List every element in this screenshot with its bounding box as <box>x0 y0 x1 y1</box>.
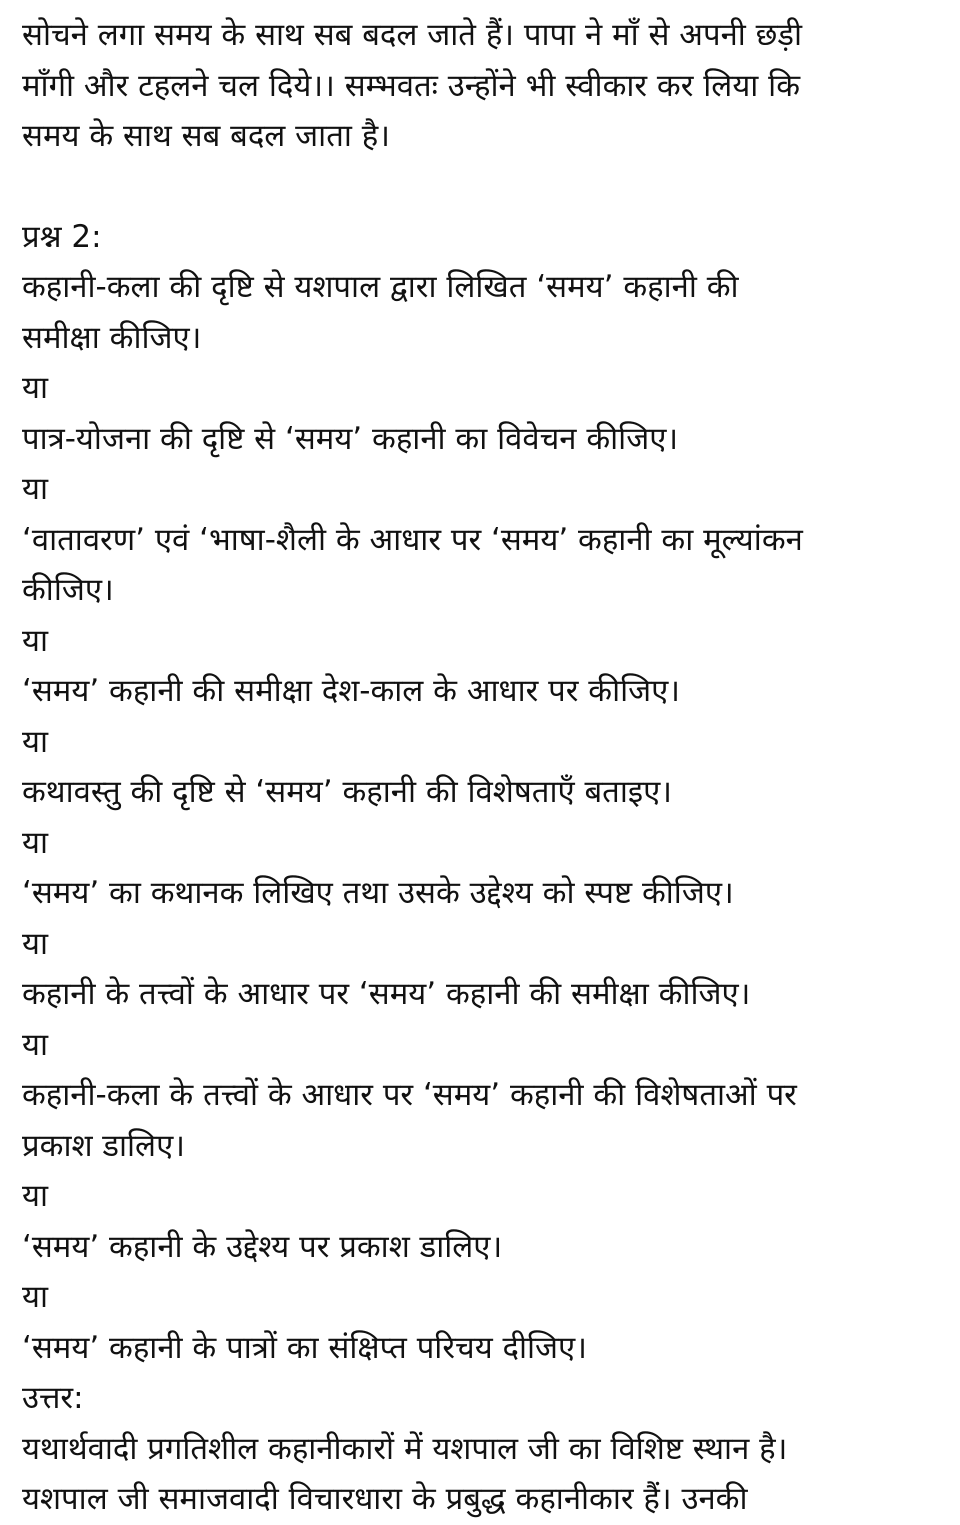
question-text-line: ‘समय’ का कथानक लिखिए तथा उसके उद्देश्य को स्पष्ट कीजिए। <box>22 875 734 911</box>
question-text-line: पात्र-योजना की दृष्टि से ‘समय’ कहानी का विवेचन कीजिए। <box>22 420 679 457</box>
question-text-line: कथावस्तु की दृष्टि से ‘समय’ कहानी की विशेषताएँ बताइए। <box>22 774 672 810</box>
or-separator: या <box>22 1026 49 1063</box>
question-text-line: कीजिए। <box>22 572 114 608</box>
or-separator: या <box>22 925 49 962</box>
question-text-line: ‘वातावरण’ एवं ‘भाषा-शैली के आधार पर ‘समय’ कहानी का मूल्यांकन <box>22 521 803 558</box>
answer-label: उत्तर: <box>22 1380 84 1416</box>
question-text-line: ‘समय’ कहानी की समीक्षा देश-काल के आधार पर कीजिए। <box>22 673 681 709</box>
answer-text-line: यथार्थवादी प्रगतिशील कहानीकारों में यशपाल जी का विशिष्ट स्थान है। <box>22 1430 788 1467</box>
or-separator: या <box>22 370 49 406</box>
paragraph-gap <box>22 162 936 212</box>
or-separator: या <box>22 471 49 507</box>
question-text-line: कहानी-कला के तत्त्वों के आधार पर ‘समय’ कहानी की विशेषताओं पर <box>22 1077 797 1113</box>
or-separator: या <box>22 1178 49 1214</box>
story-paragraph-line-3: समय के साथ सब बदल जाता है। <box>22 118 390 154</box>
or-separator: या <box>22 1279 49 1315</box>
question-text-line: ‘समय’ कहानी के उद्देश्य पर प्रकाश डालिए। <box>22 1228 503 1265</box>
question-text-line: कहानी के तत्त्वों के आधार पर ‘समय’ कहानी की समीक्षा कीजिए। <box>22 976 751 1012</box>
or-separator: या <box>22 824 49 861</box>
or-separator: या <box>22 723 49 760</box>
story-paragraph-line-1: सोचने लगा समय के साथ सब बदल जाते हैं। पापा ने माँ से अपनी छड़ी <box>22 17 803 53</box>
question-text-line: प्रकाश डालिए। <box>22 1127 185 1164</box>
or-separator: या <box>22 622 49 659</box>
question-text-line: ‘समय’ कहानी के पात्रों का संक्षिप्त परिचय दीजिए। <box>22 1329 587 1366</box>
answer-text-line: यशपाल जी समाजवादी विचारधारा के प्रबुद्ध कहानीकार हैं। उनकी <box>22 1481 748 1517</box>
story-paragraph-line-2: माँगी और टहलने चल दिये।। सम्भवतः उन्होंने भी स्वीकार कर लिया कि <box>22 67 801 104</box>
question-text-line: कहानी-कला की दृष्टि से यशपाल द्वारा लिखित ‘समय’ कहानी की <box>22 269 739 305</box>
question-text-line: समीक्षा कीजिए। <box>22 319 202 356</box>
question-number: प्रश्न 2: <box>22 218 102 255</box>
